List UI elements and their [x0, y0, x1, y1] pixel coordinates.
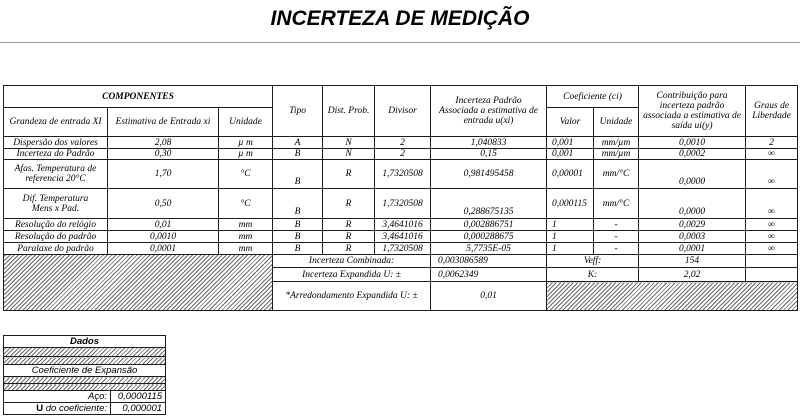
cell-dist-prob: N: [323, 137, 375, 149]
cell-divisor: 1,7320508: [375, 189, 431, 219]
cell-incerteza-padrao: 1,040833: [431, 137, 547, 149]
cell-graus-liberdade: ∞: [746, 149, 798, 160]
header-contribuicao: Contribuição para incerteza padrão associada a estimativa de saída ui(y): [639, 86, 746, 137]
cell-dist-prob: R: [323, 243, 375, 255]
cell-unidade: µ m: [219, 137, 273, 149]
hatched-area: [4, 255, 273, 311]
header-grandeza: Grandeza de entrada XI: [4, 108, 108, 137]
cell-divisor: 2: [375, 149, 431, 160]
cell-contribuicao: 0,0002: [639, 149, 746, 160]
cell-coef-valor: 0,001: [547, 137, 594, 149]
cell-divisor: 1,7320508: [375, 243, 431, 255]
cell-dist-prob: N: [323, 149, 375, 160]
cell-estimativa: 0,0001: [108, 243, 219, 255]
cell-tipo: B: [273, 189, 323, 219]
u-coeficiente-value: 0,000001: [111, 403, 166, 415]
header-coeficiente: Coeficiente (ci): [547, 86, 639, 108]
cell-coef-unidade: mm/°C: [594, 189, 639, 219]
dados-title: Dados: [4, 336, 166, 348]
table-row: [4, 219, 798, 231]
cell-divisor: 1,7320508: [375, 160, 431, 189]
cell-grandeza: Resolução do relógio: [4, 219, 108, 231]
cell-coef-valor: 0,001: [547, 149, 594, 160]
hatched-area: [4, 357, 166, 365]
cell-incerteza-padrao: 0,000288675: [431, 231, 547, 243]
header-tipo: Tipo: [273, 86, 323, 137]
cell-unidade: µ m: [219, 149, 273, 160]
header-coef-unidade: Unidade: [594, 108, 639, 137]
header-row-1: [4, 86, 798, 108]
dados-u-coeficiente-row: [4, 403, 166, 415]
dados-hatch-row: [4, 377, 166, 384]
cell-dist-prob: R: [323, 189, 375, 219]
cell-coef-unidade: -: [594, 231, 639, 243]
header-unidade: Unidade: [219, 108, 273, 137]
incerteza-combinada-label: Incerteza Combinada:: [273, 255, 431, 268]
blank-cell: [746, 255, 798, 268]
cell-contribuicao: 0,0000: [639, 189, 746, 219]
cell-estimativa: 0,01: [108, 219, 219, 231]
cell-divisor: 3,4641016: [375, 219, 431, 231]
uncertainty-table: [3, 85, 798, 311]
table-row: [4, 231, 798, 243]
cell-graus-liberdade: ∞: [746, 160, 798, 189]
veff-label: Veff:: [547, 255, 639, 268]
table-row: [4, 149, 798, 160]
cell-incerteza-padrao: 5,7735E-05: [431, 243, 547, 255]
cell-dist-prob: R: [323, 160, 375, 189]
table-row: [4, 137, 798, 149]
incerteza-combinada-value: 0,003086589: [431, 255, 547, 268]
hatched-area: [4, 377, 166, 384]
incerteza-expandida-label: Incerteza Expandida U: ±: [273, 268, 431, 282]
header-coef-valor: Valor: [547, 108, 594, 137]
header-dist-prob: Dist. Prob.: [323, 86, 375, 137]
dados-table: [3, 335, 166, 415]
cell-dist-prob: R: [323, 219, 375, 231]
cell-grandeza: Dif. Temperatura Mens x Pad.: [4, 189, 108, 219]
cell-graus-liberdade: ∞: [746, 219, 798, 231]
cell-coef-valor: 0,000115: [547, 189, 594, 219]
header-divisor: Divisor: [375, 86, 431, 137]
u-symbol: U: [36, 402, 44, 414]
dados-hatch-row: [4, 384, 166, 391]
cell-grandeza: Resolução do padrão: [4, 231, 108, 243]
hatched-area: [547, 282, 798, 311]
cell-coef-unidade: mm/µm: [594, 137, 639, 149]
cell-unidade: mm: [219, 231, 273, 243]
k-label: K:: [547, 268, 639, 282]
cell-tipo: B: [273, 219, 323, 231]
cell-estimativa: 0,0010: [108, 231, 219, 243]
arredondamento-value: 0,01: [431, 282, 547, 311]
cell-coef-unidade: mm/°C: [594, 160, 639, 189]
aco-label: Aço:: [4, 391, 111, 403]
table-row: [4, 160, 798, 189]
cell-coef-unidade: -: [594, 243, 639, 255]
cell-graus-liberdade: ∞: [746, 243, 798, 255]
cell-incerteza-padrao: 0,288675135: [431, 189, 547, 219]
cell-coef-unidade: -: [594, 219, 639, 231]
cell-dist-prob: R: [323, 231, 375, 243]
hatched-area: [4, 384, 166, 391]
cell-estimativa: 2,08: [108, 137, 219, 149]
cell-unidade: °C: [219, 160, 273, 189]
cell-contribuicao: 0,0001: [639, 243, 746, 255]
u-coeficiente-text: do coeficiente:: [45, 402, 107, 414]
hatched-area: [4, 348, 166, 357]
cell-contribuicao: 0,0029: [639, 219, 746, 231]
cell-grandeza: Paralaxe do padrão: [4, 243, 108, 255]
cell-contribuicao: 0,0003: [639, 231, 746, 243]
header-graus-liberdade: Graus de Liberdade: [746, 86, 798, 137]
aco-value: 0,0000115: [111, 391, 166, 403]
cell-divisor: 2: [375, 137, 431, 149]
blank-cell: [746, 268, 798, 282]
cell-graus-liberdade: ∞: [746, 231, 798, 243]
header-incerteza-padrao: Incerteza Padrão Associada a estimativa de entrada u(xi): [431, 86, 547, 137]
cell-graus-liberdade: ∞: [746, 189, 798, 219]
summary-row-combinada: [4, 255, 798, 268]
cell-coef-valor: 1: [547, 219, 594, 231]
cell-tipo: A: [273, 137, 323, 149]
title-divider: [0, 42, 800, 43]
cell-tipo: B: [273, 160, 323, 189]
dados-hatch-row: [4, 348, 166, 357]
cell-estimativa: 1,70: [108, 160, 219, 189]
page-title: INCERTEZA DE MEDIÇÃO: [270, 7, 530, 30]
cell-estimativa: 0,50: [108, 189, 219, 219]
cell-grandeza: Afas. Temperatura de referencia 20°C: [4, 160, 108, 189]
header-componentes: COMPONENTES: [4, 86, 273, 108]
dados-hatch-row: [4, 357, 166, 365]
cell-coef-valor: 0,00001: [547, 160, 594, 189]
incerteza-expandida-value: 0,0062349: [431, 268, 547, 282]
cell-contribuicao: 0,0010: [639, 137, 746, 149]
cell-grandeza: Incerteza do Padrão: [4, 149, 108, 160]
table-row: [4, 243, 798, 255]
dados-coeficiente-row: [4, 365, 166, 377]
cell-incerteza-padrao: 0,981495458: [431, 160, 547, 189]
k-value: 2,02: [639, 268, 746, 282]
cell-unidade: mm: [219, 243, 273, 255]
table-row: [4, 189, 798, 219]
veff-value: 154: [639, 255, 746, 268]
cell-grandeza: Dispersão dos valores: [4, 137, 108, 149]
cell-contribuicao: 0,0000: [639, 160, 746, 189]
header-estimativa: Estimativa de Entrada xi: [108, 108, 219, 137]
cell-divisor: 3,4641016: [375, 231, 431, 243]
u-coeficiente-label: [4, 403, 111, 415]
cell-tipo: B: [273, 149, 323, 160]
cell-coef-valor: 1: [547, 243, 594, 255]
cell-unidade: mm: [219, 219, 273, 231]
cell-tipo: B: [273, 231, 323, 243]
coeficiente-expansao-label: Coeficiente de Expansão: [4, 365, 166, 377]
dados-header-row: [4, 336, 166, 348]
cell-incerteza-padrao: 0,002886751: [431, 219, 547, 231]
cell-coef-valor: 1: [547, 231, 594, 243]
cell-estimativa: 0,30: [108, 149, 219, 160]
cell-tipo: B: [273, 243, 323, 255]
cell-coef-unidade: mm/µm: [594, 149, 639, 160]
cell-unidade: °C: [219, 189, 273, 219]
dados-aco-row: [4, 391, 166, 403]
arredondamento-label: *Arredondamento Expandida U: ±: [273, 282, 431, 311]
cell-graus-liberdade: 2: [746, 137, 798, 149]
cell-incerteza-padrao: 0,15: [431, 149, 547, 160]
